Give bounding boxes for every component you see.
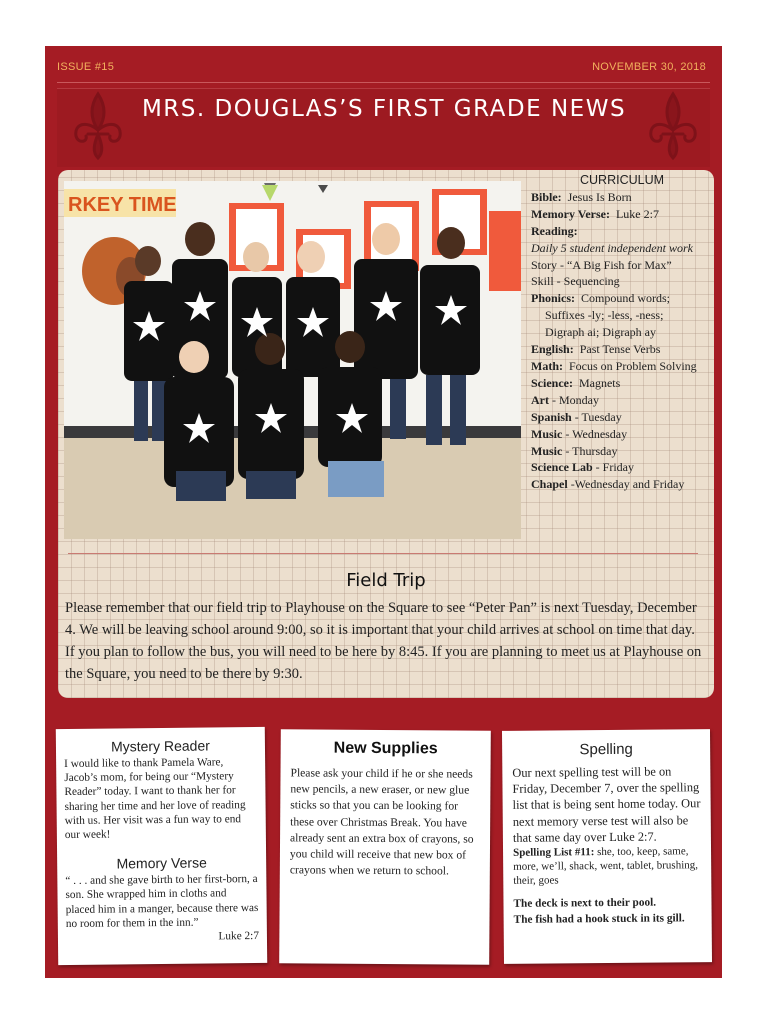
spelling-heading: Spelling bbox=[579, 740, 633, 759]
curriculum-science: Science: Magnets bbox=[531, 375, 621, 390]
header-rule bbox=[57, 82, 710, 83]
curriculum-daily5: Daily 5 student independent work bbox=[531, 240, 693, 255]
new-supplies-body: Please ask your child if he or she needs new pencils, a new eraser, or new glue sticks so that you can be looking for these over Christmas Break. You have already sent an extra box of crayons, so you child will receive that new box of crayons when we return to school. bbox=[289, 766, 474, 878]
field-trip-heading: Field Trip bbox=[346, 570, 426, 591]
curriculum-english: English: Past Tense Verbs bbox=[531, 342, 661, 357]
curriculum-phonics: Phonics: Compound words; bbox=[531, 291, 671, 306]
memory-verse-heading: Memory Verse bbox=[116, 854, 207, 872]
field-trip-body: Please remember that our field trip to Playhouse on the Square to see “Peter Pan” is next Tuesday, December 4. We will be leaving school around 9:00, so it is important that your child arrives at school on time that day. If you plan to follow the bus, you will need to be here by 8:45. If you are planning to meet us at Playhouse on the Square, you need to be there by 9:30. bbox=[65, 600, 702, 682]
issue-date: NOVEMBER 30, 2018 bbox=[592, 61, 706, 73]
class-photo bbox=[64, 181, 521, 539]
curriculum-memory-verse: Memory Verse: Luke 2:7 bbox=[531, 206, 659, 221]
curriculum-heading: CURRICULUM bbox=[579, 173, 665, 187]
issue-number: ISSUE #15 bbox=[57, 61, 115, 73]
mystery-reader-body: I would like to thank Pamela Ware, Jacob’s mom, for being our “Mystery Reader” today. I want to thank her for sharing her time and her love of reading with us. Her visit was a fun way to end our week! bbox=[64, 756, 246, 842]
curriculum-music-wednesday: Music - Wednesday bbox=[531, 426, 628, 441]
spelling-sentences bbox=[513, 894, 703, 928]
spelling-sentence-1: The deck is next to their pool. bbox=[513, 896, 657, 910]
curriculum-skill: Skill - Sequencing bbox=[531, 274, 620, 289]
curriculum-science-lab: Science Lab - Friday bbox=[531, 460, 634, 475]
spelling-list: Spelling List #11: she, too, keep, same, more, we’ll, shack, went, tablet, brushing, their, goes bbox=[512, 845, 699, 887]
memory-verse-body: “ . . . and she gave birth to her first-born, a son. She wrapped him in cloths and placed him in a manger, because there was no room for them in the inn.” Luke 2:7 bbox=[57, 870, 267, 945]
mystery-reader-heading: Mystery Reader bbox=[110, 737, 210, 755]
curriculum-math: Math: Focus on Problem Solving bbox=[531, 358, 697, 373]
curriculum-phonics-suffixes: Suffixes -ly; -less, -ness; bbox=[545, 308, 664, 323]
memory-verse-citation: Luke 2:7 bbox=[218, 930, 260, 943]
section-divider bbox=[68, 553, 698, 554]
spelling-body bbox=[502, 757, 711, 928]
curriculum-story: Story - “A Big Fish for Max” bbox=[531, 257, 672, 272]
curriculum-reading: Reading: bbox=[531, 223, 578, 238]
curriculum-phonics-digraphs: Digraph ai; Digraph ay bbox=[545, 325, 656, 340]
curriculum-spanish: Spanish - Tuesday bbox=[531, 409, 622, 424]
photo-banner-text: RKEY TIME bbox=[68, 194, 177, 216]
curriculum-art: Art - Monday bbox=[531, 392, 599, 407]
curriculum-music-thursday: Music - Thursday bbox=[531, 443, 618, 458]
mystery-reader-card bbox=[56, 727, 267, 965]
curriculum-chapel: Chapel -Wednesday and Friday bbox=[531, 477, 685, 492]
class-photo-illustration bbox=[64, 181, 521, 539]
newsletter-title: MRS. DOUGLAS’S FIRST GRADE NEWS bbox=[141, 96, 627, 122]
spelling-announcement: Our next spelling test will be on Friday, December 7, over the spelling list that is being sent home today. Our next memory verse test will also be that same day over Luke 2:7. bbox=[512, 764, 701, 845]
spelling-card bbox=[502, 729, 712, 964]
curriculum-panel bbox=[531, 172, 713, 493]
spelling-sentence-2: The fish had a hook stuck in its gill. bbox=[513, 912, 685, 926]
new-supplies-heading: New Supplies bbox=[333, 739, 438, 758]
new-supplies-card bbox=[279, 729, 491, 964]
curriculum-bible: Bible: Jesus Is Born bbox=[531, 189, 632, 204]
